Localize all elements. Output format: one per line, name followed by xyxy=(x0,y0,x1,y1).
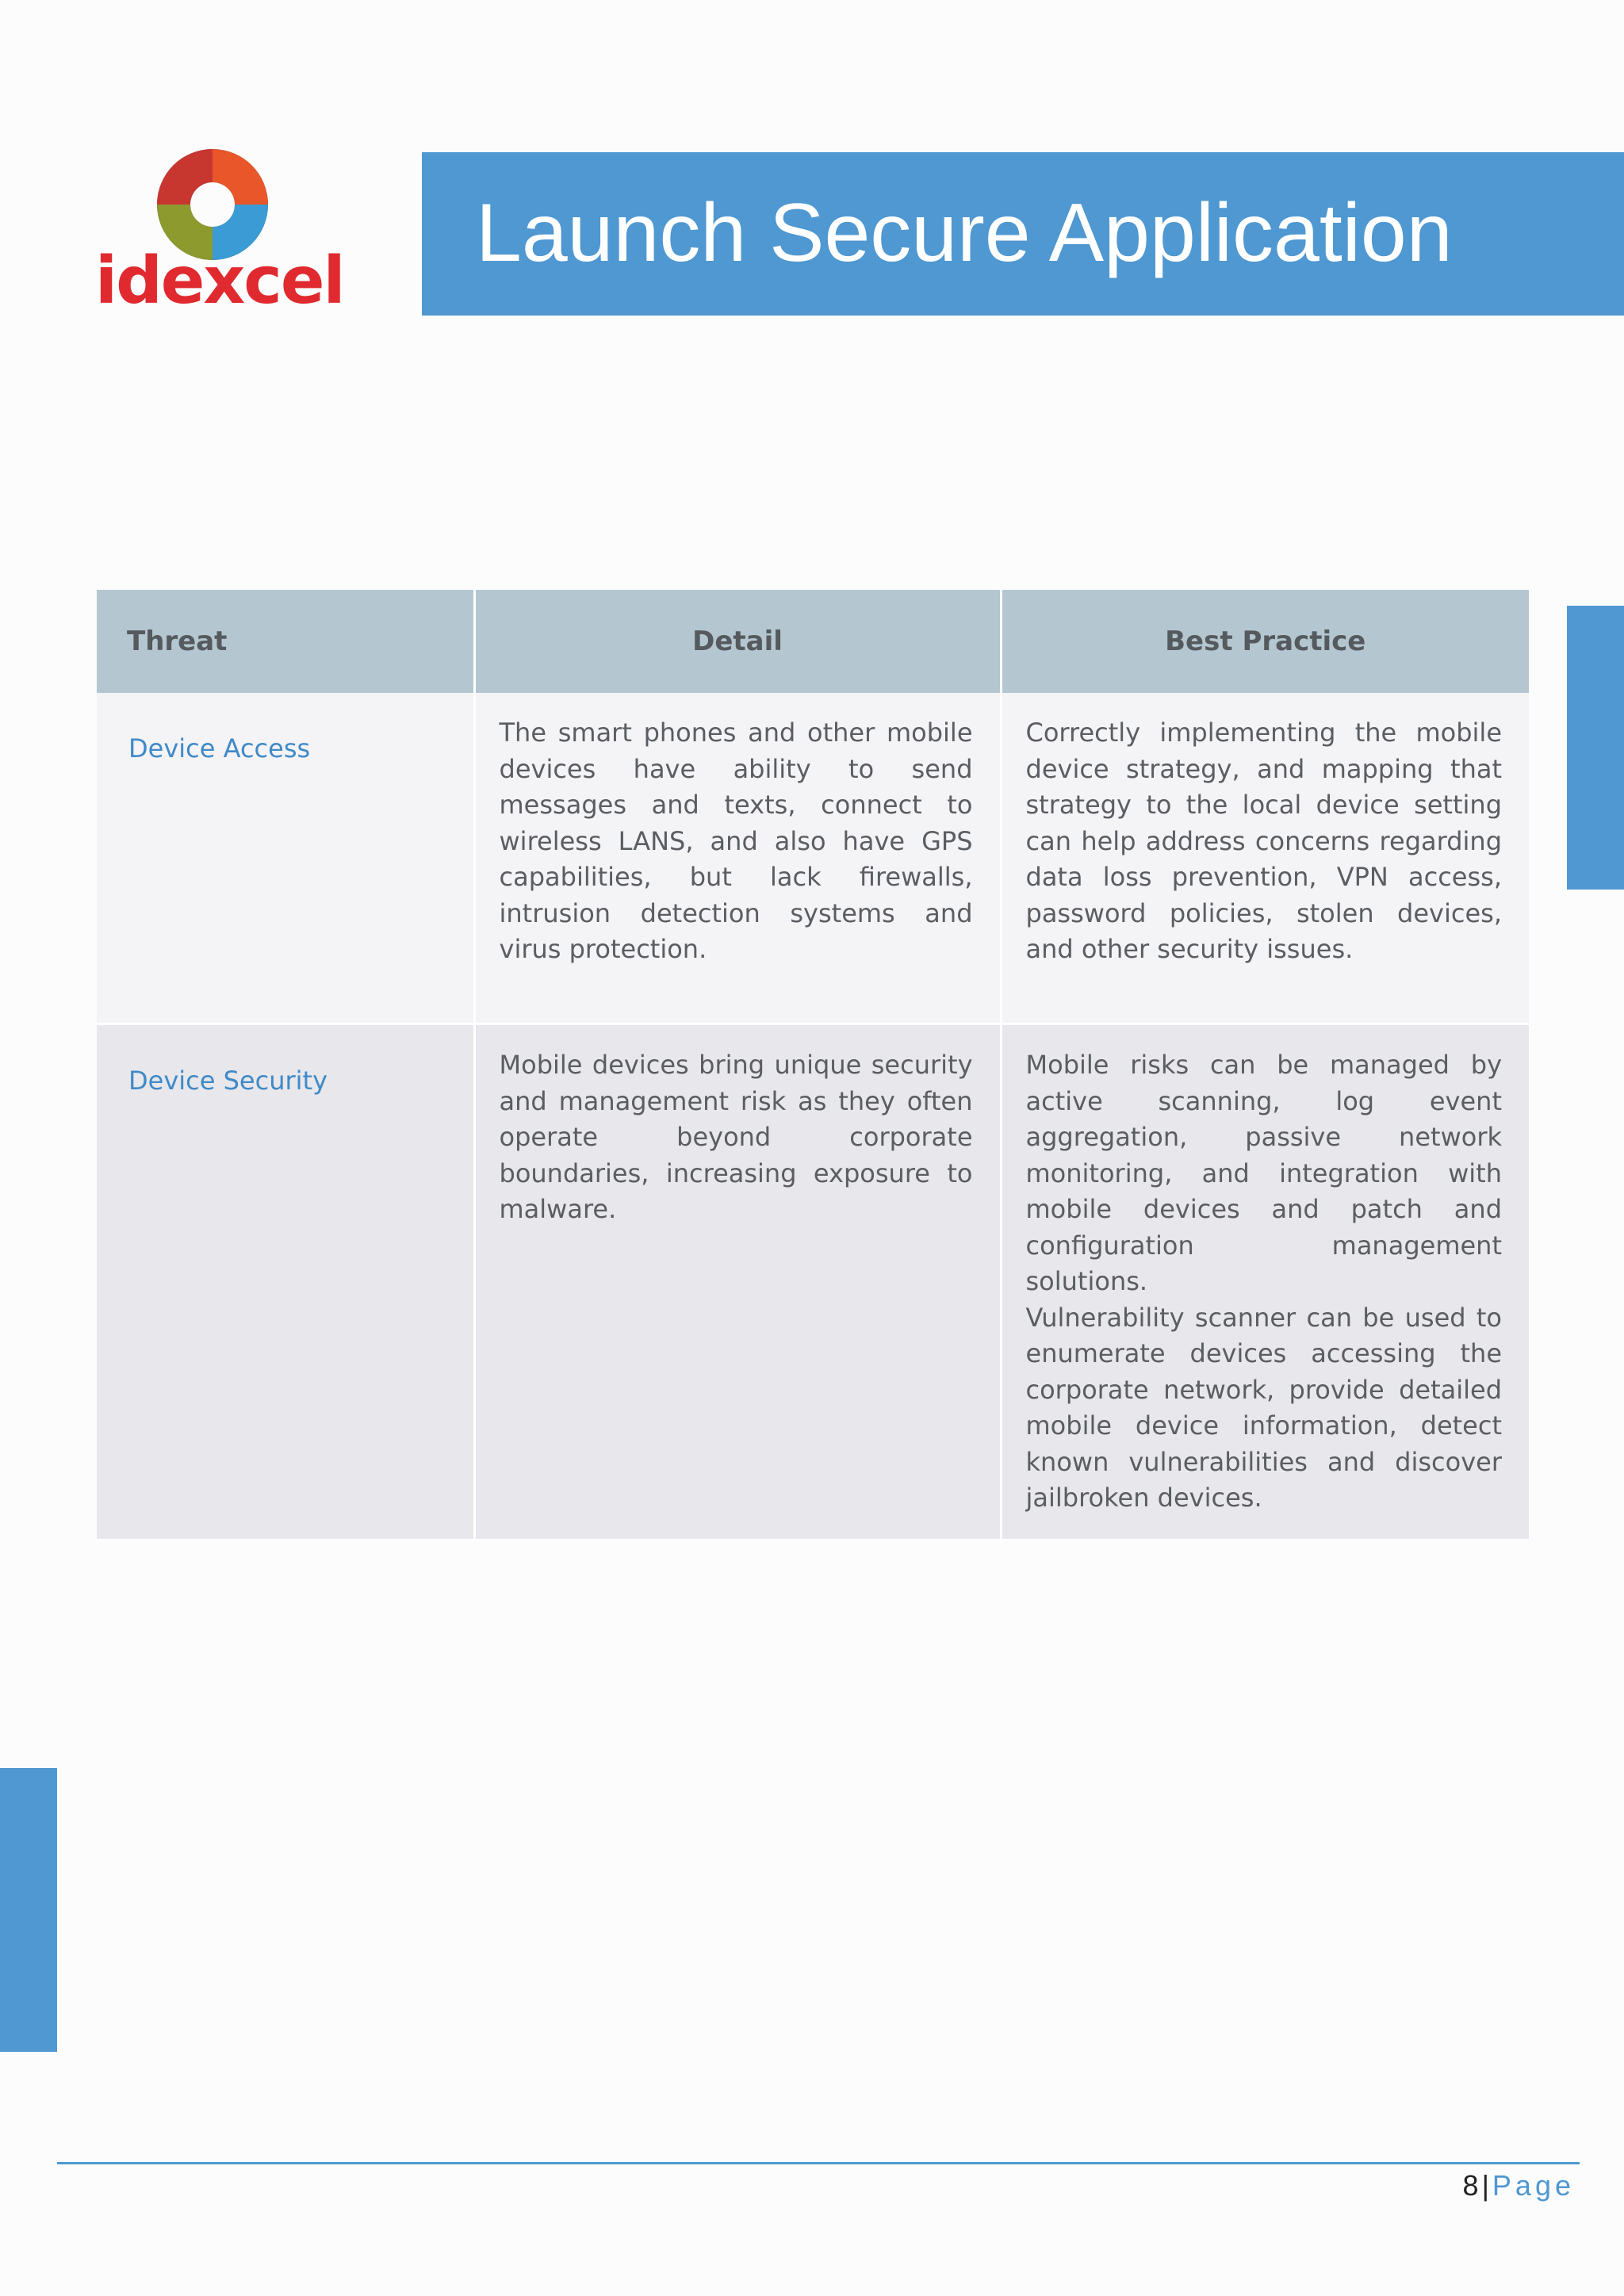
table-row xyxy=(97,1024,1529,1539)
page-number-value: 8 xyxy=(1462,2169,1479,2202)
right-side-tab xyxy=(1567,606,1624,890)
page-title: Launch Secure Application xyxy=(476,187,1453,279)
header-threat: Threat xyxy=(97,590,474,693)
detail-cell: The smart phones and other mobile devices have ability to send messages and texts, connect to wireless LANS, and also have GPS capabilities, but lack firewalls, intrusion detection systems and virus protection. xyxy=(474,693,1001,1024)
detail-cell: Mobile devices bring unique security and management risk as they often operate beyond corporate boundaries, increasing exposure to malware. xyxy=(474,1024,1001,1539)
idexcel-logo xyxy=(95,147,344,330)
threat-table xyxy=(97,590,1529,1539)
logo-wordmark: idexcel xyxy=(95,243,344,319)
best-practice-cell: Correctly implementing the mobile device strategy, and mapping that strategy to the local device setting can help address concerns regarding data loss prevention, VPN access, password policies, stolen devices, and other security issues. xyxy=(1001,693,1529,1024)
threat-cell: Device Security xyxy=(97,1024,474,1539)
header-detail: Detail xyxy=(474,590,1001,693)
footer-rule xyxy=(57,2162,1580,2164)
page-number xyxy=(1463,2169,1575,2202)
best-practice-paragraph: Vulnerability scanner can be used to enumerate devices accessing the corporate network, provide detailed mobile device information, detect known vulnerabilities and discover jailbroken devices. xyxy=(1025,1302,1502,1513)
header-best-practice: Best Practice xyxy=(1001,590,1529,693)
title-band xyxy=(422,152,1624,316)
threat-cell: Device Access xyxy=(97,693,474,1024)
left-side-tab xyxy=(0,1768,57,2052)
best-practice-paragraph: Mobile risks can be managed by active scanning, log event aggregation, passive network monitoring, and integration with mobile devices and patch and configuration management solutions. xyxy=(1025,1050,1502,1296)
page-number-separator: | xyxy=(1481,2169,1489,2202)
table-header-row xyxy=(97,590,1529,693)
best-practice-cell xyxy=(1001,1024,1529,1539)
table-row xyxy=(97,693,1529,1024)
page-label: Page xyxy=(1492,2169,1575,2202)
